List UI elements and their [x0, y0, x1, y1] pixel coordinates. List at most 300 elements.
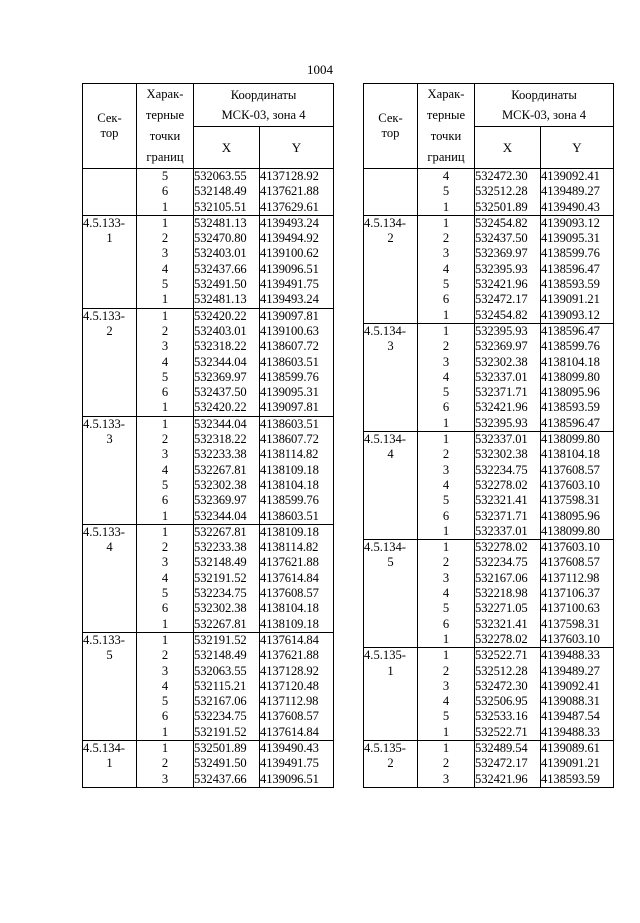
cell-value: 4137106.37	[541, 586, 600, 601]
cell-value: 4137608.57	[260, 586, 319, 601]
cell-value: 4	[442, 369, 450, 384]
cell-value: 4138603.51	[260, 354, 319, 369]
cell-value: 532454.82	[475, 215, 528, 230]
cell-value: 1	[161, 740, 169, 755]
y-cell	[541, 169, 614, 216]
point-cell	[418, 648, 475, 741]
cell-value: 4	[161, 462, 169, 477]
cell-value: 4139092.41	[541, 169, 600, 183]
cell-value: 2	[442, 447, 450, 462]
coordinates-table-left	[82, 83, 334, 788]
cell-value: 1	[161, 199, 169, 214]
cell-value: 4137614.84	[260, 632, 319, 647]
cell-value: 3	[442, 771, 450, 786]
cell-value: 532063.55	[194, 663, 247, 678]
cell-value: 4139093.12	[541, 307, 600, 322]
sector-code: 4.5.133-	[83, 632, 125, 647]
table-row	[364, 540, 614, 648]
point-cell	[418, 323, 475, 431]
cell-value: 532234.75	[475, 462, 528, 477]
cell-value: 532437.66	[194, 771, 247, 786]
cell-value: 4139490.43	[541, 199, 600, 214]
cell-value: 532481.13	[194, 215, 247, 230]
cell-value: 6	[161, 184, 169, 199]
point-cell	[418, 740, 475, 787]
table-row	[364, 740, 614, 787]
cell-value: 532491.50	[194, 756, 247, 771]
x-cell	[194, 740, 260, 787]
cell-value: 4	[442, 261, 450, 276]
cell-value: 4139487.54	[541, 709, 600, 724]
cell-value: 532369.97	[475, 246, 528, 261]
header-sector: Сек- тор	[364, 84, 418, 169]
sector-cell	[83, 416, 137, 524]
sector-number: 1	[106, 756, 113, 771]
cell-value: 1	[442, 540, 450, 555]
y-cell	[541, 648, 614, 741]
sector-number: 5	[106, 648, 113, 663]
sector-code: 4.5.135-	[364, 740, 406, 755]
cell-value: 4138593.59	[541, 771, 600, 786]
cell-value: 3	[442, 570, 450, 585]
sector-code: 4.5.133-	[83, 524, 125, 539]
cell-value: 532233.38	[194, 540, 247, 555]
cell-value: 4139490.43	[260, 740, 319, 755]
sector-cell	[83, 308, 137, 416]
cell-value: 532472.17	[475, 292, 528, 307]
cell-value: 532395.93	[475, 323, 528, 338]
cell-value: 532472.17	[475, 756, 528, 771]
cell-value: 532337.01	[475, 523, 528, 538]
cell-value: 3	[161, 447, 169, 462]
cell-value: 4138596.47	[541, 261, 600, 276]
cell-value: 3	[442, 246, 450, 261]
table-row	[83, 416, 334, 524]
cell-value: 5	[442, 277, 450, 292]
cell-value: 4137614.84	[260, 724, 319, 739]
y-cell	[260, 632, 334, 740]
sector-cell	[364, 215, 418, 323]
cell-value: 5	[442, 493, 450, 508]
cell-value: 2	[442, 555, 450, 570]
cell-value: 532437.50	[194, 385, 247, 400]
cell-value: 532191.52	[194, 570, 247, 585]
cell-value: 4	[442, 169, 450, 183]
cell-value: 532512.28	[475, 663, 528, 678]
cell-value: 4139488.33	[541, 724, 600, 739]
sector-cell	[364, 648, 418, 741]
sector-code: 4.5.135-	[364, 648, 406, 663]
cell-value: 532472.30	[475, 169, 528, 183]
cell-value: 532395.93	[475, 261, 528, 276]
cell-value: 532501.89	[475, 199, 528, 214]
cell-value: 4139097.81	[260, 308, 319, 323]
cell-value: 4139089.61	[541, 740, 600, 755]
cell-value: 1	[161, 400, 169, 415]
cell-value: 4138603.51	[260, 508, 319, 523]
cell-value: 532218.98	[475, 586, 528, 601]
point-cell	[418, 215, 475, 323]
cell-value: 6	[442, 508, 450, 523]
cell-value: 4139096.51	[260, 261, 319, 276]
cell-value: 4138099.80	[541, 369, 600, 384]
sector-cell	[364, 432, 418, 540]
cell-value: 4137608.57	[541, 555, 600, 570]
cell-value: 532167.06	[194, 694, 247, 709]
sector-code: 4.5.134-	[364, 540, 406, 555]
cell-value: 4137598.31	[541, 493, 600, 508]
cell-value: 532063.55	[194, 169, 247, 183]
cell-value: 1	[161, 616, 169, 631]
cell-value: 4138607.72	[260, 339, 319, 354]
cell-value: 6	[161, 709, 169, 724]
cell-value: 4138109.18	[260, 616, 319, 631]
cell-value: 1	[442, 215, 450, 230]
cell-value: 4139093.12	[541, 215, 600, 230]
cell-value: 4138593.59	[541, 277, 600, 292]
table-row	[364, 215, 614, 323]
cell-value: 4138095.96	[541, 508, 600, 523]
cell-value: 2	[442, 663, 450, 678]
x-cell	[475, 432, 541, 540]
cell-value: 4139494.92	[260, 231, 319, 246]
cell-value: 5	[442, 385, 450, 400]
cell-value: 3	[161, 771, 169, 786]
cell-value: 4137621.88	[260, 555, 319, 570]
cell-value: 4139489.27	[541, 184, 600, 199]
cell-value: 4139095.31	[260, 385, 319, 400]
cell-value: 532167.06	[475, 570, 528, 585]
cell-value: 532337.01	[475, 369, 528, 384]
cell-value: 4138114.82	[260, 540, 319, 555]
cell-value: 4139493.24	[260, 292, 319, 307]
table-row	[364, 169, 614, 216]
cell-value: 1	[161, 308, 169, 323]
cell-value: 532115.21	[194, 678, 247, 693]
cell-value: 532191.52	[194, 724, 247, 739]
cell-value: 532533.16	[475, 709, 528, 724]
cell-value: 532395.93	[475, 415, 528, 430]
y-cell	[541, 540, 614, 648]
sector-number: 3	[106, 432, 113, 447]
table-row	[83, 740, 334, 787]
cell-value: 532489.54	[475, 740, 528, 755]
cell-value: 2	[161, 540, 169, 555]
cell-value: 4	[442, 477, 450, 492]
cell-value: 5	[161, 169, 169, 183]
cell-value: 532420.22	[194, 400, 247, 415]
cell-value: 4138599.76	[260, 369, 319, 384]
cell-value: 1	[161, 416, 169, 431]
cell-value: 1	[161, 292, 169, 307]
cell-value: 532233.38	[194, 447, 247, 462]
x-cell	[475, 169, 541, 216]
cell-value: 6	[442, 400, 450, 415]
cell-value: 2	[442, 339, 450, 354]
cell-value: 4138603.51	[260, 416, 319, 431]
cell-value: 4138599.76	[541, 246, 600, 261]
sector-cell	[364, 740, 418, 787]
y-cell	[541, 740, 614, 787]
y-cell	[260, 740, 334, 787]
cell-value: 4139095.31	[541, 231, 600, 246]
cell-value: 4	[161, 354, 169, 369]
cell-value: 532302.38	[194, 477, 247, 492]
cell-value: 532271.05	[475, 601, 528, 616]
cell-value: 4	[161, 570, 169, 585]
cell-value: 1	[442, 307, 450, 322]
sector-code: 4.5.133-	[83, 308, 125, 323]
header-coordinates: Координаты МСК-03, зона 4	[475, 84, 614, 127]
cell-value: 532278.02	[475, 631, 528, 646]
cell-value: 1	[161, 508, 169, 523]
cell-value: 4137128.92	[260, 169, 319, 183]
point-cell	[418, 169, 475, 216]
header-points: Харак- терные точки границ	[137, 84, 194, 169]
page-number: 1004	[307, 62, 333, 77]
cell-value: 4137608.57	[260, 709, 319, 724]
table-row	[83, 524, 334, 632]
cell-value: 3	[442, 678, 450, 693]
cell-value: 532522.71	[475, 724, 528, 739]
cell-value: 2	[161, 432, 169, 447]
cell-value: 4138599.76	[541, 339, 600, 354]
cell-value: 4139489.27	[541, 663, 600, 678]
cell-value: 6	[161, 493, 169, 508]
cell-value: 532369.97	[194, 493, 247, 508]
cell-value: 532369.97	[194, 369, 247, 384]
y-cell	[260, 416, 334, 524]
sector-number: 5	[387, 555, 394, 570]
cell-value: 2	[161, 756, 169, 771]
point-cell	[137, 524, 194, 632]
cell-value: 5	[442, 601, 450, 616]
cell-value: 532148.49	[194, 184, 247, 199]
cell-value: 532371.71	[475, 508, 528, 523]
sector-cell	[364, 169, 418, 216]
cell-value: 6	[442, 292, 450, 307]
cell-value: 1	[442, 724, 450, 739]
cell-value: 4138104.18	[260, 601, 319, 616]
cell-value: 4138607.72	[260, 432, 319, 447]
header-sector: Сек- тор	[83, 84, 137, 169]
sector-number: 4	[387, 447, 394, 462]
cell-value: 1	[161, 724, 169, 739]
x-cell	[194, 169, 260, 216]
cell-value: 532437.66	[194, 261, 247, 276]
cell-value: 1	[161, 215, 169, 230]
y-cell	[541, 215, 614, 323]
table-row	[364, 648, 614, 741]
cell-value: 4137598.31	[541, 616, 600, 631]
y-cell	[541, 432, 614, 540]
cell-value: 4139091.21	[541, 292, 600, 307]
cell-value: 532278.02	[475, 477, 528, 492]
table-row	[364, 323, 614, 431]
sector-number: 2	[387, 231, 394, 246]
cell-value: 532267.81	[194, 616, 247, 631]
point-cell	[137, 169, 194, 216]
cell-value: 1	[161, 524, 169, 539]
cell-value: 532318.22	[194, 339, 247, 354]
x-cell	[475, 323, 541, 431]
cell-value: 1	[442, 740, 450, 755]
sector-cell	[364, 540, 418, 648]
cell-value: 3	[161, 663, 169, 678]
sector-cell	[83, 169, 137, 216]
cell-value: 1	[442, 199, 450, 214]
x-cell	[194, 632, 260, 740]
cell-value: 532421.96	[475, 771, 528, 786]
cell-value: 532437.50	[475, 231, 528, 246]
cell-value: 532105.51	[194, 199, 247, 214]
cell-value: 3	[442, 462, 450, 477]
cell-value: 532318.22	[194, 432, 247, 447]
cell-value: 532501.89	[194, 740, 247, 755]
cell-value: 4139100.63	[260, 323, 319, 338]
cell-value: 4	[161, 261, 169, 276]
cell-value: 4137614.84	[260, 570, 319, 585]
sector-cell	[83, 740, 137, 787]
cell-value: 4137603.10	[541, 540, 600, 555]
cell-value: 4138596.47	[541, 415, 600, 430]
cell-value: 532481.13	[194, 292, 247, 307]
cell-value: 5	[161, 369, 169, 384]
cell-value: 2	[161, 648, 169, 663]
cell-value: 532371.71	[475, 385, 528, 400]
header-y: Y	[260, 127, 334, 169]
cell-value: 4137621.88	[260, 648, 319, 663]
cell-value: 5	[161, 694, 169, 709]
sector-code: 4.5.134-	[364, 323, 406, 338]
cell-value: 1	[442, 415, 450, 430]
sector-code: 4.5.134-	[364, 215, 406, 230]
x-cell	[475, 740, 541, 787]
cell-value: 3	[161, 555, 169, 570]
cell-value: 4139491.75	[260, 277, 319, 292]
cell-value: 4137621.88	[260, 184, 319, 199]
cell-value: 4138596.47	[541, 323, 600, 338]
cell-value: 532403.01	[194, 246, 247, 261]
cell-value: 4138095.96	[541, 385, 600, 400]
cell-value: 4137100.63	[541, 601, 600, 616]
cell-value: 2	[161, 323, 169, 338]
y-cell	[260, 308, 334, 416]
cell-value: 4	[442, 586, 450, 601]
table-row	[364, 432, 614, 540]
point-cell	[137, 308, 194, 416]
cell-value: 2	[442, 756, 450, 771]
sector-cell	[83, 215, 137, 308]
x-cell	[194, 416, 260, 524]
cell-value: 4139092.41	[541, 678, 600, 693]
cell-value: 5	[161, 277, 169, 292]
y-cell	[260, 169, 334, 216]
y-cell	[541, 323, 614, 431]
cell-value: 4137120.48	[260, 678, 319, 693]
cell-value: 4138109.18	[260, 524, 319, 539]
cell-value: 1	[442, 648, 450, 663]
cell-value: 532234.75	[194, 709, 247, 724]
cell-value: 4139097.81	[260, 400, 319, 415]
point-cell	[418, 540, 475, 648]
x-cell	[475, 648, 541, 741]
table-row	[83, 632, 334, 740]
cell-value: 532278.02	[475, 540, 528, 555]
cell-value: 5	[161, 586, 169, 601]
cell-value: 1	[442, 432, 450, 447]
cell-value: 3	[161, 246, 169, 261]
cell-value: 532522.71	[475, 648, 528, 663]
cell-value: 3	[442, 354, 450, 369]
cell-value: 4139088.31	[541, 694, 600, 709]
sector-number: 1	[106, 231, 113, 246]
cell-value: 532344.04	[194, 508, 247, 523]
table-body	[83, 169, 334, 788]
cell-value: 5	[442, 184, 450, 199]
cell-value: 532421.96	[475, 277, 528, 292]
x-cell	[194, 524, 260, 632]
cell-value: 4139091.21	[541, 756, 600, 771]
cell-value: 532234.75	[475, 555, 528, 570]
sector-code: 4.5.133-	[83, 215, 125, 230]
cell-value: 532267.81	[194, 524, 247, 539]
coordinates-table-right	[363, 83, 614, 788]
cell-value: 4137128.92	[260, 663, 319, 678]
cell-value: 4	[442, 694, 450, 709]
x-cell	[475, 215, 541, 323]
cell-value: 532344.04	[194, 416, 247, 431]
cell-value: 3	[161, 339, 169, 354]
cell-value: 1	[442, 323, 450, 338]
point-cell	[137, 740, 194, 787]
cell-value: 6	[442, 616, 450, 631]
cell-value: 532302.38	[475, 354, 528, 369]
point-cell	[137, 215, 194, 308]
cell-value: 532472.30	[475, 678, 528, 693]
cell-value: 532454.82	[475, 307, 528, 322]
sector-cell	[83, 632, 137, 740]
cell-value: 532506.95	[475, 694, 528, 709]
cell-value: 532148.49	[194, 648, 247, 663]
sector-cell	[364, 323, 418, 431]
cell-value: 4139100.62	[260, 246, 319, 261]
cell-value: 4137608.57	[541, 462, 600, 477]
cell-value: 6	[161, 601, 169, 616]
cell-value: 4138099.80	[541, 432, 600, 447]
cell-value: 532421.96	[475, 400, 528, 415]
cell-value: 4138599.76	[260, 493, 319, 508]
cell-value: 4137603.10	[541, 477, 600, 492]
cell-value: 6	[161, 385, 169, 400]
table-row	[83, 308, 334, 416]
cell-value: 4138104.18	[541, 447, 600, 462]
cell-value: 532337.01	[475, 432, 528, 447]
cell-value: 1	[161, 632, 169, 647]
cell-value: 1	[442, 523, 450, 538]
cell-value: 532369.97	[475, 339, 528, 354]
cell-value: 4139488.33	[541, 648, 600, 663]
cell-value: 4138109.18	[260, 462, 319, 477]
cell-value: 2	[161, 231, 169, 246]
sector-cell	[83, 524, 137, 632]
x-cell	[475, 540, 541, 648]
cell-value: 4137112.98	[260, 694, 319, 709]
table-body	[364, 169, 614, 788]
cell-value: 532267.81	[194, 462, 247, 477]
header-x: X	[194, 127, 260, 169]
cell-value: 4137603.10	[541, 631, 600, 646]
